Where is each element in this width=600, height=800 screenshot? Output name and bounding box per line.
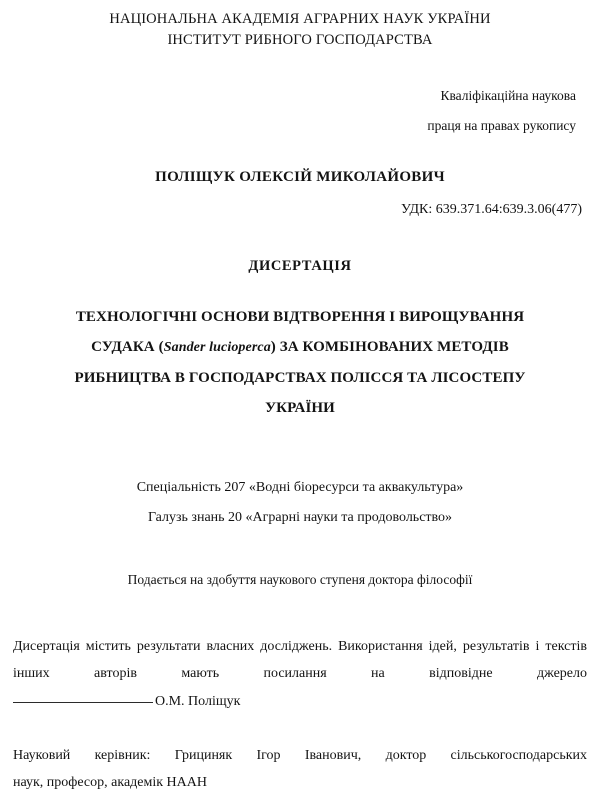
declaration-block (13, 633, 587, 715)
title-line-1: ТЕХНОЛОГІЧНІ ОСНОВИ ВІДТВОРЕННЯ І ВИРОЩУВАННЯ (75, 309, 525, 325)
signature-rule (13, 702, 153, 703)
title-line-2-prefix: СУДАКА ( (91, 339, 164, 355)
qualification-block (13, 81, 587, 141)
udk-code: УДК: 639.371.64:639.3.06(477) (401, 202, 582, 217)
institution-header (13, 0, 587, 51)
author-name: ПОЛІЩУК ОЛЕКСІЙ МИКОЛАЙОВИЧ (155, 169, 445, 185)
title-line-2 (13, 332, 587, 363)
species-latin-name: Sander lucioperca (163, 340, 271, 355)
title-line-2-suffix: ) ЗА КОМБІНОВАНИХ МЕТОДІВ (270, 339, 509, 355)
title-line-4: УКРАЇНИ (265, 400, 335, 416)
submission-note: Подається на здобуття наукового ступеня доктора філософії (127, 572, 473, 587)
qualification-line-2: праця на правах рукопису (427, 118, 576, 133)
dissertation-title (13, 302, 587, 423)
supervisor-block (13, 742, 587, 796)
specialty-code-line: Спеціальність 207 «Водні біоресурси та аквакультура» (136, 480, 464, 495)
supervisor-text-tail: наук, професор, академік НААН (13, 775, 207, 790)
institute-name: ІНСТИТУТ РИБНОГО ГОСПОДАРСТВА (167, 32, 433, 48)
supervisor-text: Науковий керівник: Грициняк Ігор Іванович, доктор сільськогосподарських (13, 748, 587, 763)
specialty-block (13, 473, 587, 533)
qualification-line-1: Кваліфікаційна наукова (440, 88, 576, 103)
signature-name: О.М. Поліщук (155, 694, 241, 709)
document-kind: ДИСЕРТАЦІЯ (248, 258, 352, 274)
declaration-paragraph: Дисертація містить результати власних досліджень. Використання ідей, результатів і текстів інших авторів мають посилання на відповідне джерело (13, 639, 587, 681)
signature-line-row (13, 688, 587, 715)
academy-name: НАЦІОНАЛЬНА АКАДЕМІЯ АГРАРНИХ НАУК УКРАЇНИ (109, 11, 491, 27)
knowledge-field-line: Галузь знань 20 «Аграрні науки та продовольство» (147, 510, 453, 525)
title-line-3: РИБНИЦТВА В ГОСПОДАРСТВАХ ПОЛІССЯ ТА ЛІСОСТЕПУ (74, 370, 526, 386)
